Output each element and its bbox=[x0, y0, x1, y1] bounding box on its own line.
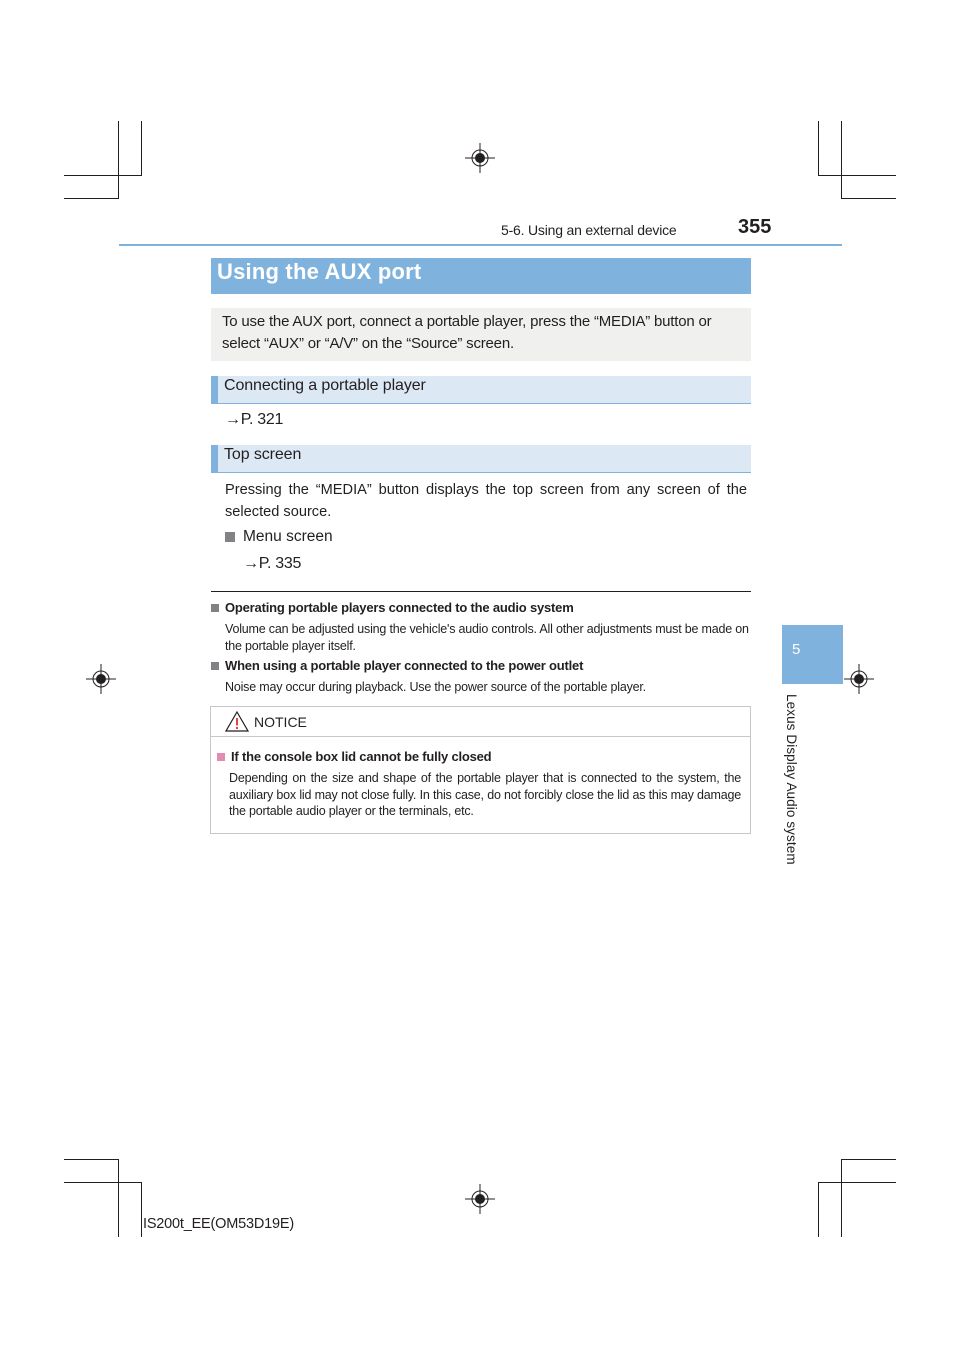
crop-mark bbox=[841, 1159, 842, 1237]
crop-mark bbox=[118, 1159, 119, 1237]
section-divider bbox=[211, 591, 751, 592]
page-reference-link[interactable]: →P. 335 bbox=[243, 555, 302, 572]
crop-mark bbox=[818, 121, 819, 175]
note-title-text: When using a portable player connected to the power outlet bbox=[225, 658, 584, 673]
subheading-connecting: Connecting a portable player bbox=[211, 376, 751, 404]
warning-triangle-icon bbox=[225, 711, 249, 732]
menu-screen-label: Menu screen bbox=[243, 528, 333, 545]
chapter-tab: 5 bbox=[782, 625, 843, 684]
crop-mark bbox=[64, 1159, 119, 1160]
square-bullet-icon bbox=[225, 532, 235, 542]
registration-mark-icon bbox=[843, 663, 875, 695]
crop-mark bbox=[141, 121, 142, 175]
note-body: Volume can be adjusted using the vehicle's audio controls. All other adjustments must be made on the portable player itself. bbox=[225, 622, 749, 653]
crop-mark bbox=[141, 1182, 142, 1237]
registration-mark-icon bbox=[85, 663, 117, 695]
header-divider bbox=[119, 244, 842, 246]
registration-mark-icon bbox=[464, 1183, 496, 1215]
footer-code: IS200t_EE(OM53D19E) bbox=[143, 1216, 294, 1232]
page-reference-link[interactable]: →P. 321 bbox=[225, 411, 284, 428]
crop-mark bbox=[818, 1182, 819, 1237]
crop-mark bbox=[118, 121, 119, 199]
notice-item-body: Depending on the size and shape of the portable player that is connected to the system, the auxiliary box lid may not close fully. In this case, do not forcibly close the lid as this may damage the portable audio player or the terminals, etc. bbox=[229, 771, 741, 818]
menu-screen-item bbox=[225, 528, 333, 546]
crop-mark bbox=[818, 1182, 896, 1183]
registration-mark-icon bbox=[464, 142, 496, 174]
crop-mark bbox=[64, 198, 119, 199]
intro-box: To use the AUX port, connect a portable player, press the “MEDIA” button or select “AUX” or “A/V” on the “Source” screen. bbox=[211, 308, 751, 361]
crop-mark bbox=[841, 198, 896, 199]
note-title bbox=[211, 658, 583, 673]
crop-mark bbox=[841, 121, 842, 199]
crop-mark bbox=[64, 1182, 142, 1183]
subheading-top-screen: Top screen bbox=[211, 445, 751, 473]
crop-mark bbox=[841, 1159, 896, 1160]
note-title bbox=[211, 600, 574, 615]
chapter-label: Lexus Display Audio system bbox=[784, 694, 799, 865]
notice-box bbox=[210, 706, 751, 834]
page-title: Using the AUX port bbox=[211, 258, 751, 294]
page-number: 355 bbox=[738, 216, 772, 238]
square-bullet-icon bbox=[211, 604, 219, 612]
square-bullet-icon bbox=[217, 753, 225, 761]
top-screen-description: Pressing the “MEDIA” button displays the top screen from any screen of the selected source. bbox=[225, 482, 747, 520]
note-title-text: Operating portable players connected to the audio system bbox=[225, 600, 574, 615]
notice-header bbox=[211, 707, 750, 737]
notice-item-title-text: If the console box lid cannot be fully closed bbox=[231, 749, 492, 764]
notice-label: NOTICE bbox=[254, 713, 307, 730]
section-title: 5-6. Using an external device bbox=[501, 222, 677, 238]
note-body: Noise may occur during playback. Use the power source of the portable player. bbox=[225, 680, 646, 694]
square-bullet-icon bbox=[211, 662, 219, 670]
notice-item-title bbox=[217, 749, 491, 764]
crop-mark bbox=[64, 175, 142, 176]
crop-mark bbox=[818, 175, 896, 176]
